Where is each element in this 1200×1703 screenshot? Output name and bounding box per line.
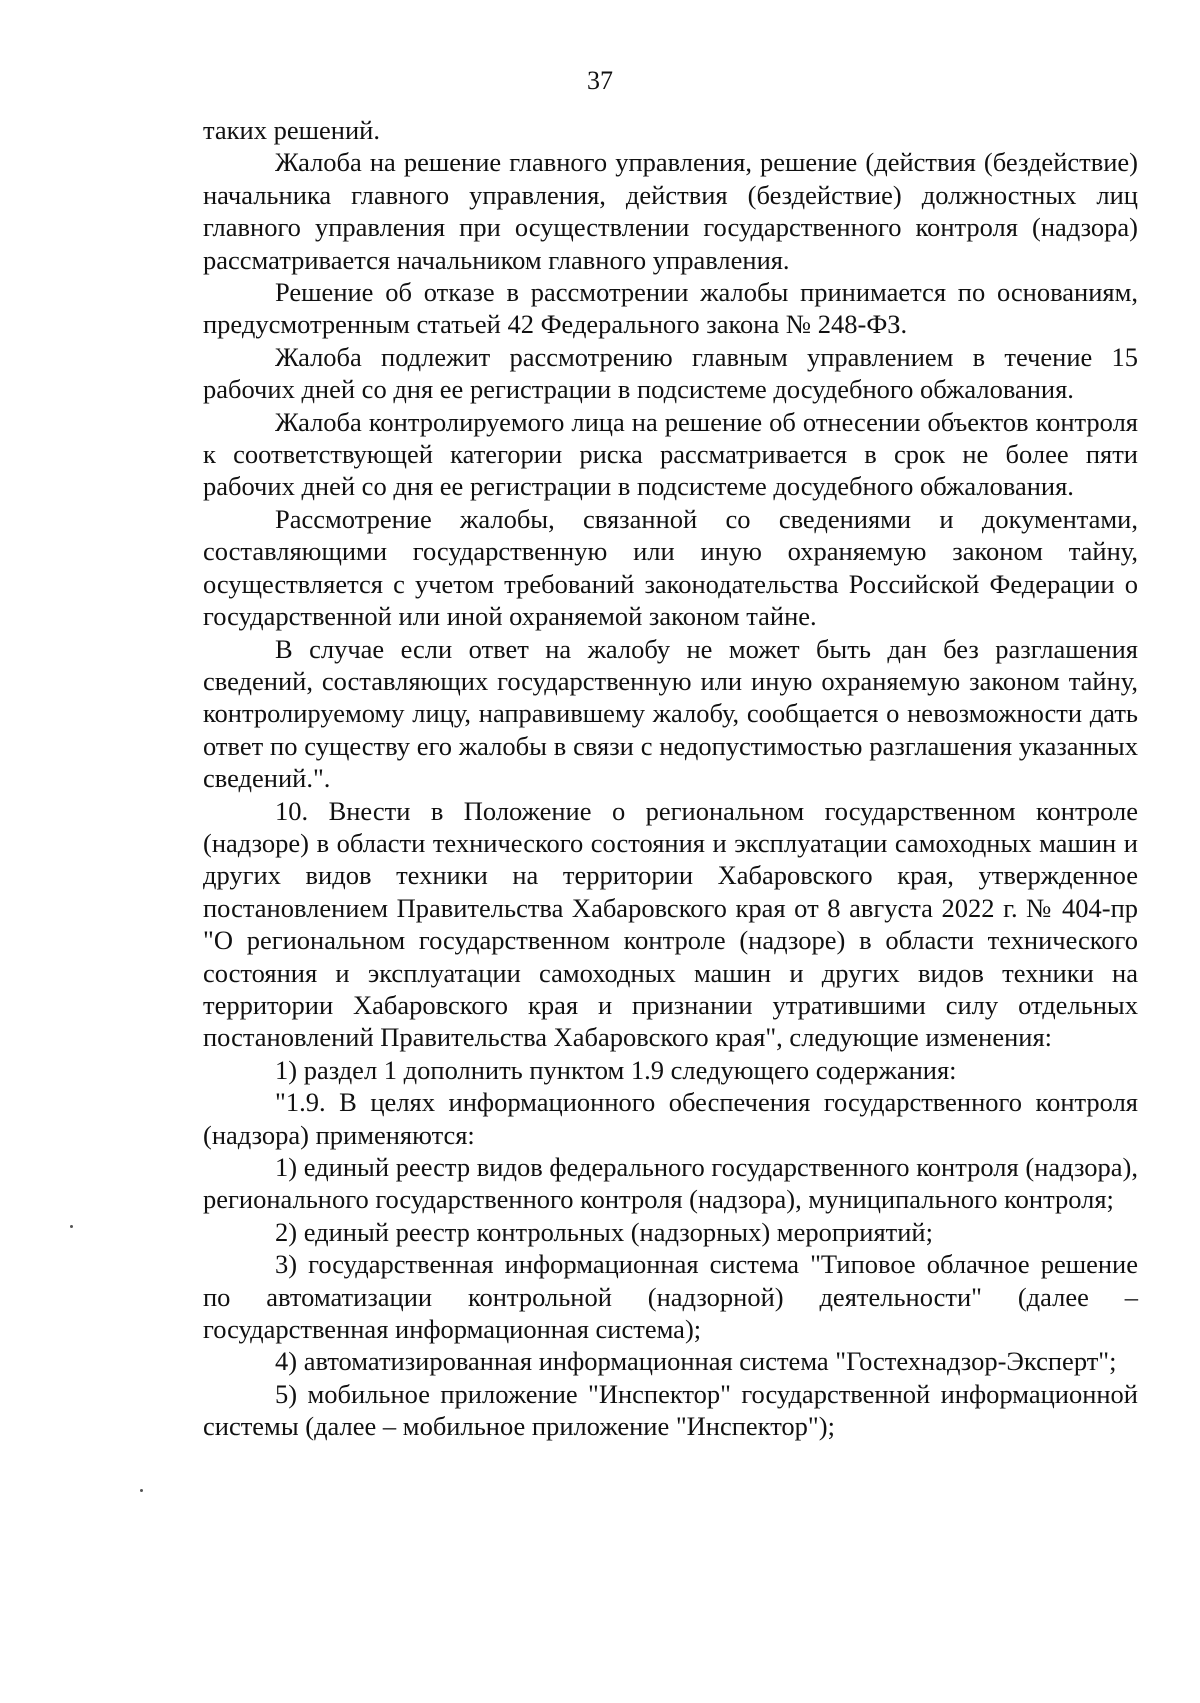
scan-speck — [140, 1489, 143, 1492]
paragraph-item-10: 10. Внести в Положение о региональном государственном контроле (надзоре) в области технического состояния и эксплуатации самоходных машин и других видов техники на территории Хабаровского края, утвержденное постановлением Правительства Хабаровского края от 8 августа 2022 г. № 404-пр "О региональном государственном контроле (надзоре) в области технического состояния и эксплуатации самоходных машин и других видов техники на территории Хабаровского края и признании утратившими силу отдельных постановлений Правительства Хабаровского края", следующие изменения: — [203, 795, 1138, 1053]
paragraph-complaint-review: Жалоба на решение главного управления, решение (действия (бездействие) начальника главного управления, действия (бездействие) должностных лиц главного управления при осуществлении государственного контроля (надзора) рассматривается начальником главного управления. — [203, 147, 1138, 275]
scan-speck — [70, 1225, 73, 1228]
paragraph-risk-category-complaint: Жалоба контролируемого лица на решение об отнесении объектов контроля к соответствующей категории риска рассматривается в срок не более пяти рабочих дней со дня ее регистрации в подсистеме досудебного обжалования. — [203, 406, 1138, 502]
list-item-3: 3) государственная информационная система "Типовое облачное решение по автоматизации контрольной (надзорной) деятельности" (далее – государственная информационная система); — [203, 1249, 1138, 1345]
paragraph-1-9-intro: "1.9. В целях информационного обеспечения государственного контроля (надзора) применяются: — [203, 1087, 1138, 1150]
list-item-4: 4) автоматизированная информационная система "Гостехнадзор-Эксперт"; — [275, 1346, 1117, 1377]
list-item-5: 5) мобильное приложение "Инспектор" государственной информационной системы (далее – мобильное приложение "Инспектор"); — [203, 1378, 1138, 1442]
list-item-2: 2) единый реестр контрольных (надзорных) мероприятий; — [275, 1216, 933, 1247]
page-number: 37 — [587, 66, 613, 95]
list-item-1: 1) единый реестр видов федерального государственного контроля (надзора), регионального государственного контроля (надзора), муниципального контроля; — [203, 1152, 1138, 1215]
paragraph-refusal-grounds: Решение об отказе в рассмотрении жалобы принимается по основаниям, предусмотренным статьей 42 Федерального закона № 248-ФЗ. — [203, 277, 1138, 340]
paragraph-review-period: Жалоба подлежит рассмотрению главным управлением в течение 15 рабочих дней со дня ее регистрации в подсистеме досудебного обжалования. — [203, 341, 1138, 405]
paragraph-continuation: таких решений. — [203, 115, 380, 145]
paragraph-disclosure-impossible: В случае если ответ на жалобу не может быть дан без разглашения сведений, составляющих государственную или иную охраняемую законом тайну, контролируемому лицу, направившему жалобу, сообщается о невозможности дать ответ по существу его жалобы в связи с недопустимостью разглашения указанных сведений.". — [203, 633, 1138, 794]
document-body — [203, 114, 1138, 1443]
paragraph-secret-information: Рассмотрение жалобы, связанной со сведениями и документами, составляющими государственную или иную охраняемую законом тайну, осуществляется с учетом требований законодательства Российской Федерации о государственной или иной охраняемой законом тайне. — [203, 503, 1138, 632]
paragraph-section-1-addition: 1) раздел 1 дополнить пунктом 1.9 следующего содержания: — [275, 1054, 957, 1085]
